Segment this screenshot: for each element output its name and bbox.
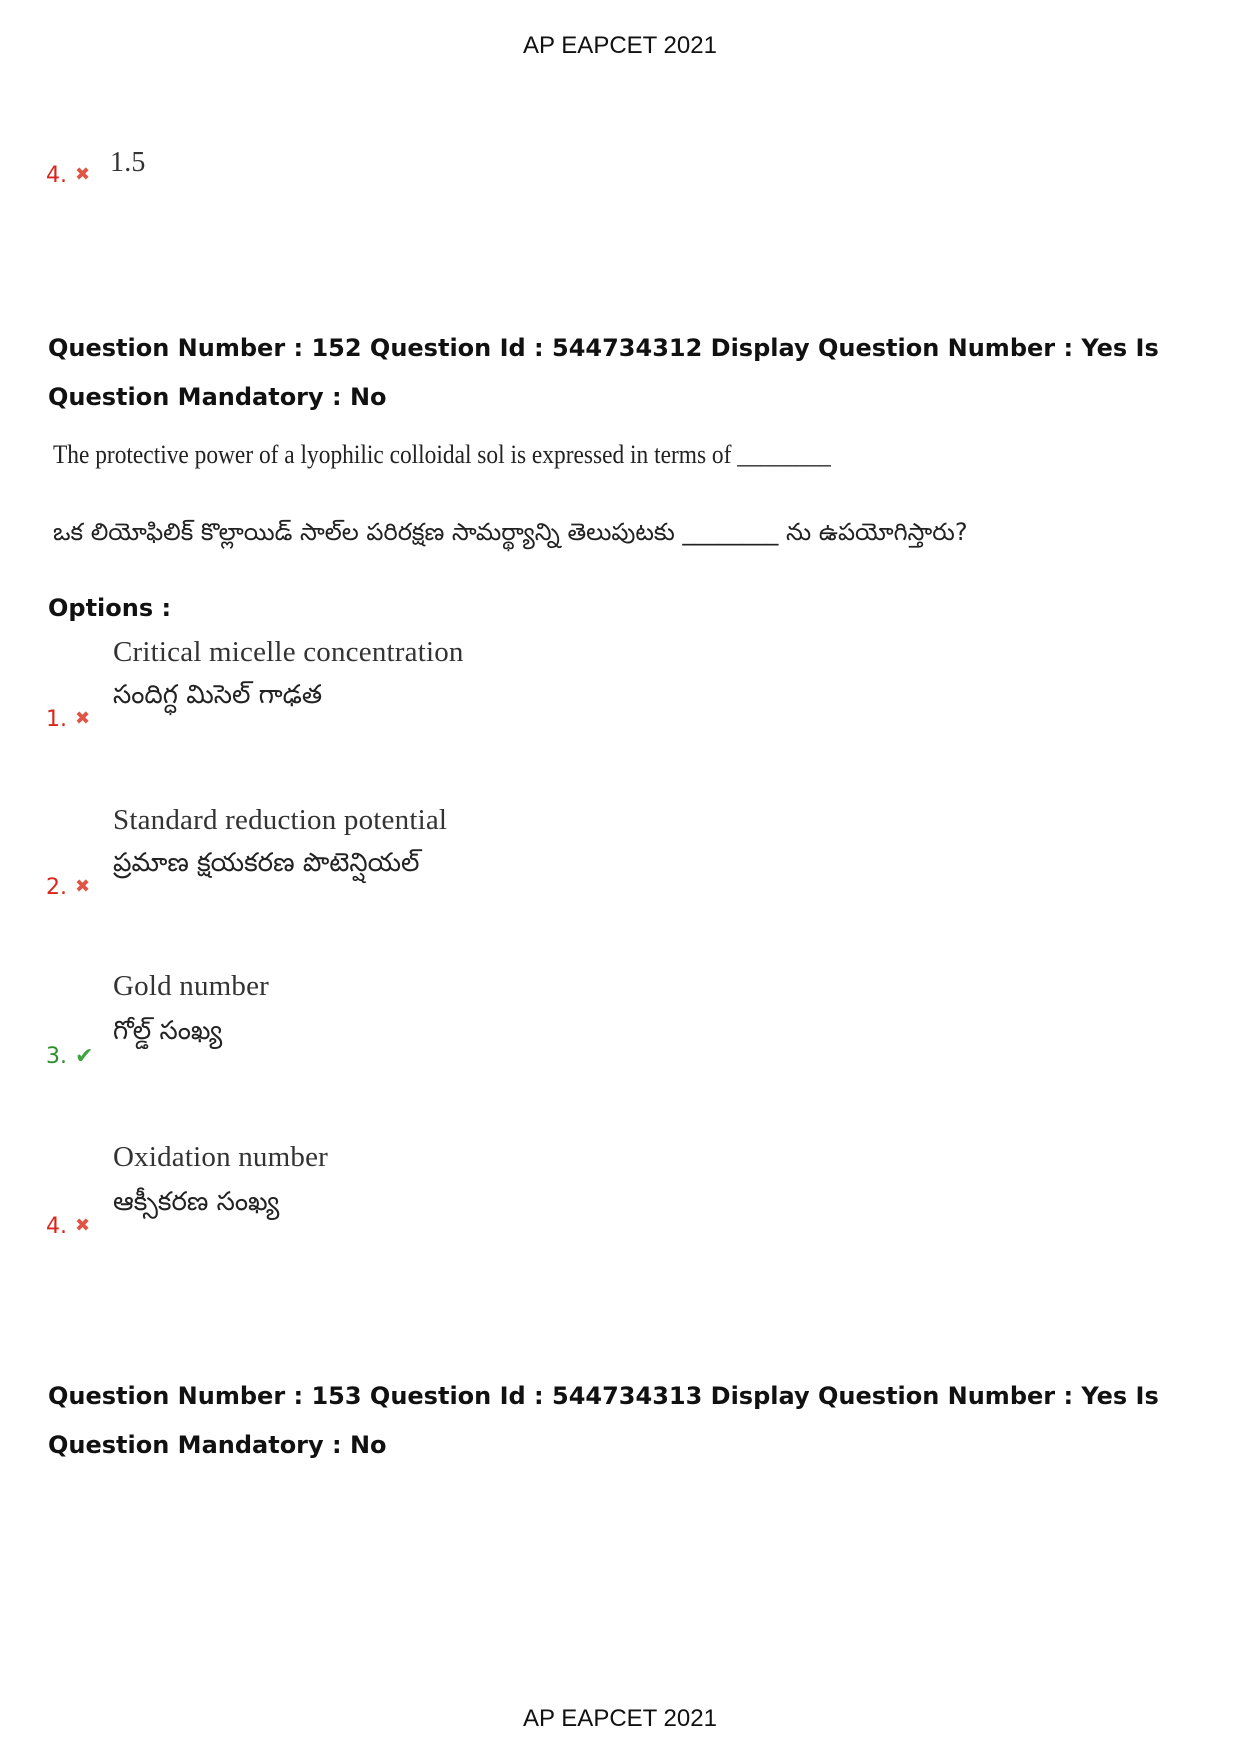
option-4-te: ఆక్సీకరణ సంఖ్య: [113, 1187, 280, 1217]
option-1-te: సందిగ్ధ మిసెల్ గాఢత: [113, 680, 323, 710]
question-152-meta: Question Number : 152 Question Id : 544734312 Display Question Number : Yes Is Question Mandatory : No: [48, 334, 1159, 411]
option-number: 3.: [46, 1044, 67, 1069]
page-header: AP EAPCET 2021: [523, 32, 717, 59]
option-2-te: ప్రమాణ క్షయకరణ పొటెన్షియల్: [113, 848, 420, 878]
prev-option-4: [46, 163, 90, 188]
option-1-marker: [46, 707, 90, 732]
question-153-meta: Question Number : 153 Question Id : 544734313 Display Question Number : Yes Is Question Mandatory : No: [48, 1382, 1159, 1459]
cross-icon: ✖: [75, 164, 91, 185]
cross-icon: ✖: [75, 876, 91, 897]
option-number: 2.: [46, 875, 67, 900]
options-label: Options :: [48, 594, 172, 622]
option-number: 1.: [46, 707, 67, 732]
option-2-en: Standard reduction potential: [113, 804, 448, 836]
option-4-marker: [46, 1214, 90, 1239]
check-icon: ✔: [75, 1044, 94, 1069]
question-152-stem-en: The protective power of a lyophilic colloidal sol is expressed in terms of ________: [53, 440, 831, 469]
option-4-en: Oxidation number: [113, 1141, 329, 1173]
option-3-en: Gold number: [113, 970, 270, 1002]
question-152-stem-te: ఒక లియోఫిలిక్ కొల్లాయిడ్ సాల్‌ల పరిరక్షణ సామర్థ్యాన్ని తెలుపుటకు ________ ను ఉపయోగిస్తారు?: [53, 518, 968, 546]
page-footer: AP EAPCET 2021: [523, 1705, 717, 1732]
cross-icon: ✖: [75, 1215, 91, 1236]
option-3-te: గోల్డ్ సంఖ్య: [113, 1016, 223, 1046]
option-2-marker: [46, 875, 90, 900]
prev-option-4-text: 1.5: [110, 147, 146, 178]
cross-icon: ✖: [75, 708, 91, 729]
option-number: 4.: [46, 1214, 67, 1239]
option-1-en: Critical micelle concentration: [113, 636, 464, 668]
option-3-marker: [46, 1044, 93, 1069]
option-number: 4.: [46, 163, 67, 188]
